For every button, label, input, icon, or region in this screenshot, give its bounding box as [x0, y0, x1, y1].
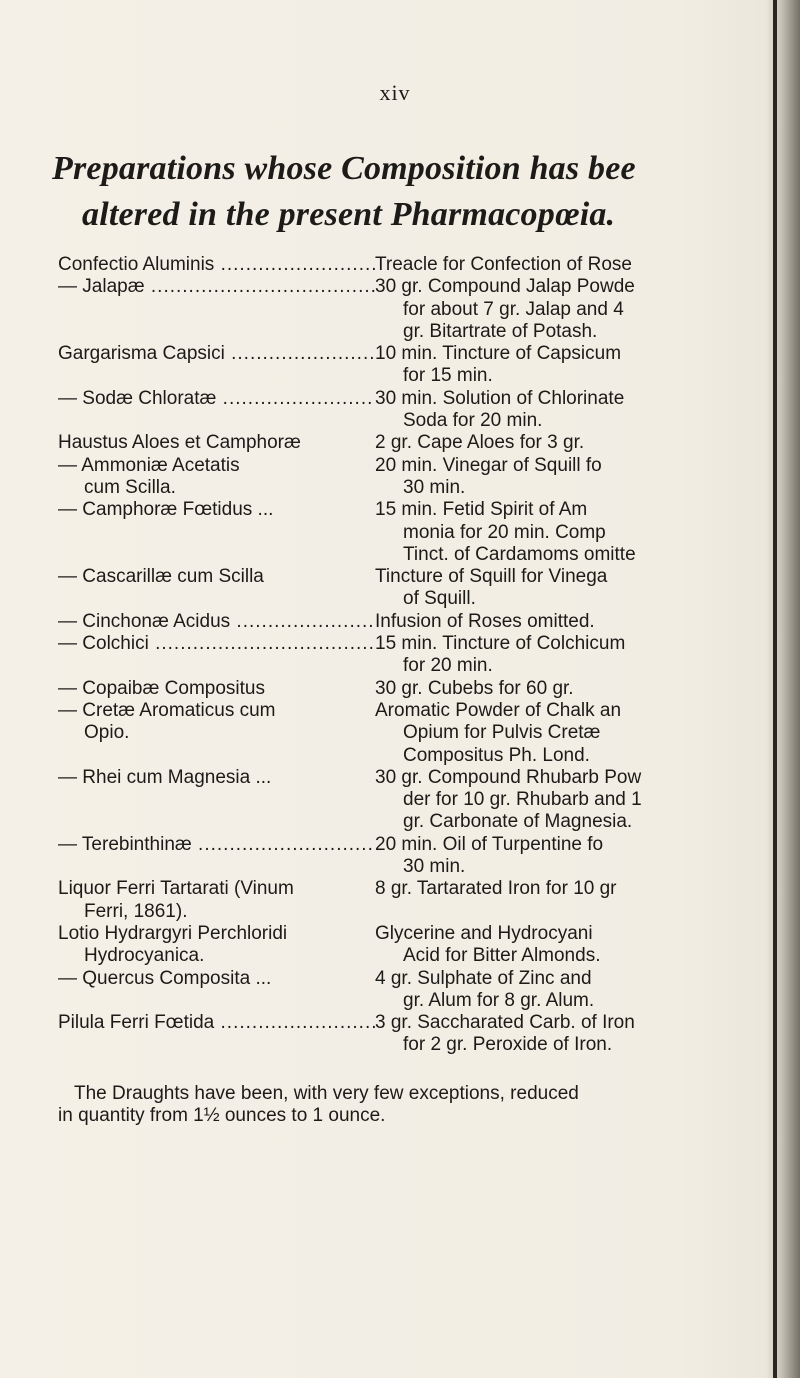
entry-change-line: 30 gr. Compound Rhubarb Pow [375, 766, 642, 788]
entry-change-line: 30 min. [403, 856, 466, 878]
entry-name [0, 343, 375, 388]
entry-change [375, 700, 759, 767]
entry-row [0, 1012, 800, 1057]
entry-change [375, 611, 759, 633]
entry-name [0, 432, 375, 454]
entry-change-line: Compositus Ph. Lond. [403, 744, 590, 766]
entry-row [0, 633, 800, 678]
entry-change [375, 499, 759, 566]
entry-change-line: 15 min. Fetid Spirit of Am [375, 499, 588, 521]
entry-change-line: 30 gr. Cubebs for 60 gr. [375, 677, 574, 699]
entry-change [375, 834, 759, 879]
entry-change-line: Aromatic Powder of Chalk an [375, 699, 622, 721]
entry-name-line: — Jalapæ ..... [58, 276, 375, 298]
entry-row [0, 432, 800, 454]
entry-name [0, 254, 375, 276]
entry-row [0, 343, 800, 388]
entry-name-line: Liquor Ferri Tartarati (Vinum [58, 878, 294, 900]
entry-change [375, 254, 759, 276]
footer-line-1: The Draughts have been, with very few exceptions, reduced [74, 1083, 579, 1104]
entry-change-line: gr. Carbonate of Magnesia. [403, 811, 633, 833]
entry-change-line: monia for 20 min. Comp [403, 521, 606, 543]
entry-name-line: Hydrocyanica. [84, 945, 205, 967]
entry-row [0, 276, 800, 343]
entry-name-line: — Copaibæ Compositus [58, 677, 265, 699]
entry-change [375, 923, 759, 968]
entry-change-line: for 2 gr. Peroxide of Iron. [403, 1034, 613, 1056]
entry-name-line: — Rhei cum Magnesia ... [58, 766, 272, 788]
entry-name-line: — Quercus Composita ... [58, 967, 272, 989]
entry-row [0, 678, 800, 700]
entry-name-line: Lotio Hydrargyri Perchloridi [58, 922, 288, 944]
entry-change-line: Treacle for Confection of Rose [375, 254, 632, 275]
entry-change-line: 30 gr. Compound Jalap Powde [375, 276, 635, 298]
entry-name-line: Ferri, 1861). [84, 900, 188, 922]
entry-change [375, 455, 759, 500]
entry-row [0, 968, 800, 1013]
page-number: xiv [379, 80, 411, 105]
entry-change-line: 30 min. Solution of Chlorinate [375, 387, 625, 409]
entry-name-line: Pilula Ferri Fœtida ..... [58, 1012, 375, 1034]
entry-change-line: 30 min. [403, 476, 466, 498]
entry-change [375, 968, 759, 1013]
entry-row [0, 878, 800, 923]
entry-name-line: Haustus Aloes et Camphoræ [58, 432, 301, 454]
entry-change-line: Soda for 20 min. [403, 410, 543, 432]
entry-name-line: Opio. [84, 722, 130, 744]
entry-change-line: 3 gr. Saccharated Carb. of Iron [375, 1012, 635, 1034]
entry-name-line: cum Scilla. [84, 476, 176, 498]
footer-note [0, 1083, 780, 1127]
entry-change [375, 276, 759, 343]
entry-change-line: 15 min. Tincture of Colchicum [375, 633, 626, 655]
entry-name-line: — Cretæ Aromaticus cum [58, 699, 276, 721]
heading-line-2: altered in the present Pharmacopœia. [82, 196, 616, 233]
entry-row [0, 923, 800, 968]
entry-name [0, 1012, 375, 1057]
entry-name [0, 878, 375, 923]
entry-name [0, 700, 375, 767]
entry-name [0, 834, 375, 879]
entry-change [375, 566, 759, 611]
entry-change-line: Acid for Bitter Almonds. [403, 945, 601, 967]
entry-row [0, 388, 800, 433]
entry-change-line: 20 min. Vinegar of Squill fo [375, 454, 602, 476]
entry-name [0, 678, 375, 700]
entry-name [0, 276, 375, 343]
entry-row [0, 767, 800, 834]
entry-name-line: — Sodæ Chloratæ ..... [58, 388, 375, 410]
entry-change-line: Glycerine and Hydrocyani [375, 922, 593, 944]
entry-row [0, 700, 800, 767]
entry-change-line: for 20 min. [403, 655, 493, 677]
entry-name [0, 633, 375, 678]
entry-name-line: — Colchici ..... [58, 633, 375, 655]
entry-name-line: — Cascarillæ cum Scilla [58, 566, 264, 588]
entry-change-line: Tincture of Squill for Vinega [375, 566, 608, 588]
entry-change-line: Tinct. of Cardamoms omitte [403, 543, 636, 565]
entry-change-line: gr. Bitartrate of Potash. [403, 320, 598, 342]
entry-change-line: 2 gr. Cape Aloes for 3 gr. [375, 432, 585, 454]
entry-change-line: 4 gr. Sulphate of Zinc and [375, 967, 592, 989]
entry-name [0, 499, 375, 566]
entry-row [0, 254, 800, 276]
entry-change-line: 10 min. Tincture of Capsicum [375, 343, 622, 365]
entry-row [0, 834, 800, 879]
entry-change-line: gr. Alum for 8 gr. Alum. [403, 989, 595, 1011]
entry-change-line: for 15 min. [403, 365, 493, 387]
entry-name-line: Gargarisma Capsici ..... [58, 343, 375, 365]
entry-change-line: Infusion of Roses omitted. [375, 610, 595, 632]
entry-name [0, 455, 375, 500]
entry-change-line: 8 gr. Tartarated Iron for 10 gr [375, 878, 617, 900]
entry-change [375, 633, 759, 678]
entry-change-line: of Squill. [403, 588, 476, 610]
entry-change [375, 678, 759, 700]
entry-change [375, 1012, 759, 1057]
entry-name-line: Confectio Aluminis ..... [58, 254, 375, 276]
entry-change-line: for about 7 gr. Jalap and 4 [403, 298, 624, 320]
entry-name [0, 923, 375, 968]
heading-line-1: Preparations whose Composition has bee [52, 150, 636, 187]
entry-change [375, 878, 759, 923]
entry-name-line: — Ammoniæ Acetatis [58, 454, 240, 476]
entries-list [0, 254, 800, 1057]
footer-line-2: in quantity from 1½ ounces to 1 ounce. [58, 1105, 386, 1126]
entry-name-line: — Cinchonæ Acidus ..... [58, 611, 375, 633]
entry-name [0, 566, 375, 611]
entry-change-line: der for 10 gr. Rhubarb and 1 [403, 789, 642, 811]
entry-name [0, 968, 375, 1013]
entry-row [0, 499, 800, 566]
entry-row [0, 566, 800, 611]
entry-row [0, 455, 800, 500]
entry-name [0, 611, 375, 633]
entry-change-line: 20 min. Oil of Turpentine fo [375, 833, 604, 855]
entry-name-line: — Terebinthinæ ..... [58, 834, 375, 856]
entry-name [0, 767, 375, 834]
entry-row [0, 611, 800, 633]
entry-name-line: — Camphoræ Fœtidus ... [58, 499, 274, 521]
entry-change [375, 767, 759, 834]
entry-change [375, 343, 759, 388]
entry-name [0, 388, 375, 433]
entry-change-line: Opium for Pulvis Cretæ [403, 722, 601, 744]
entry-change [375, 432, 759, 454]
entry-change [375, 388, 759, 433]
